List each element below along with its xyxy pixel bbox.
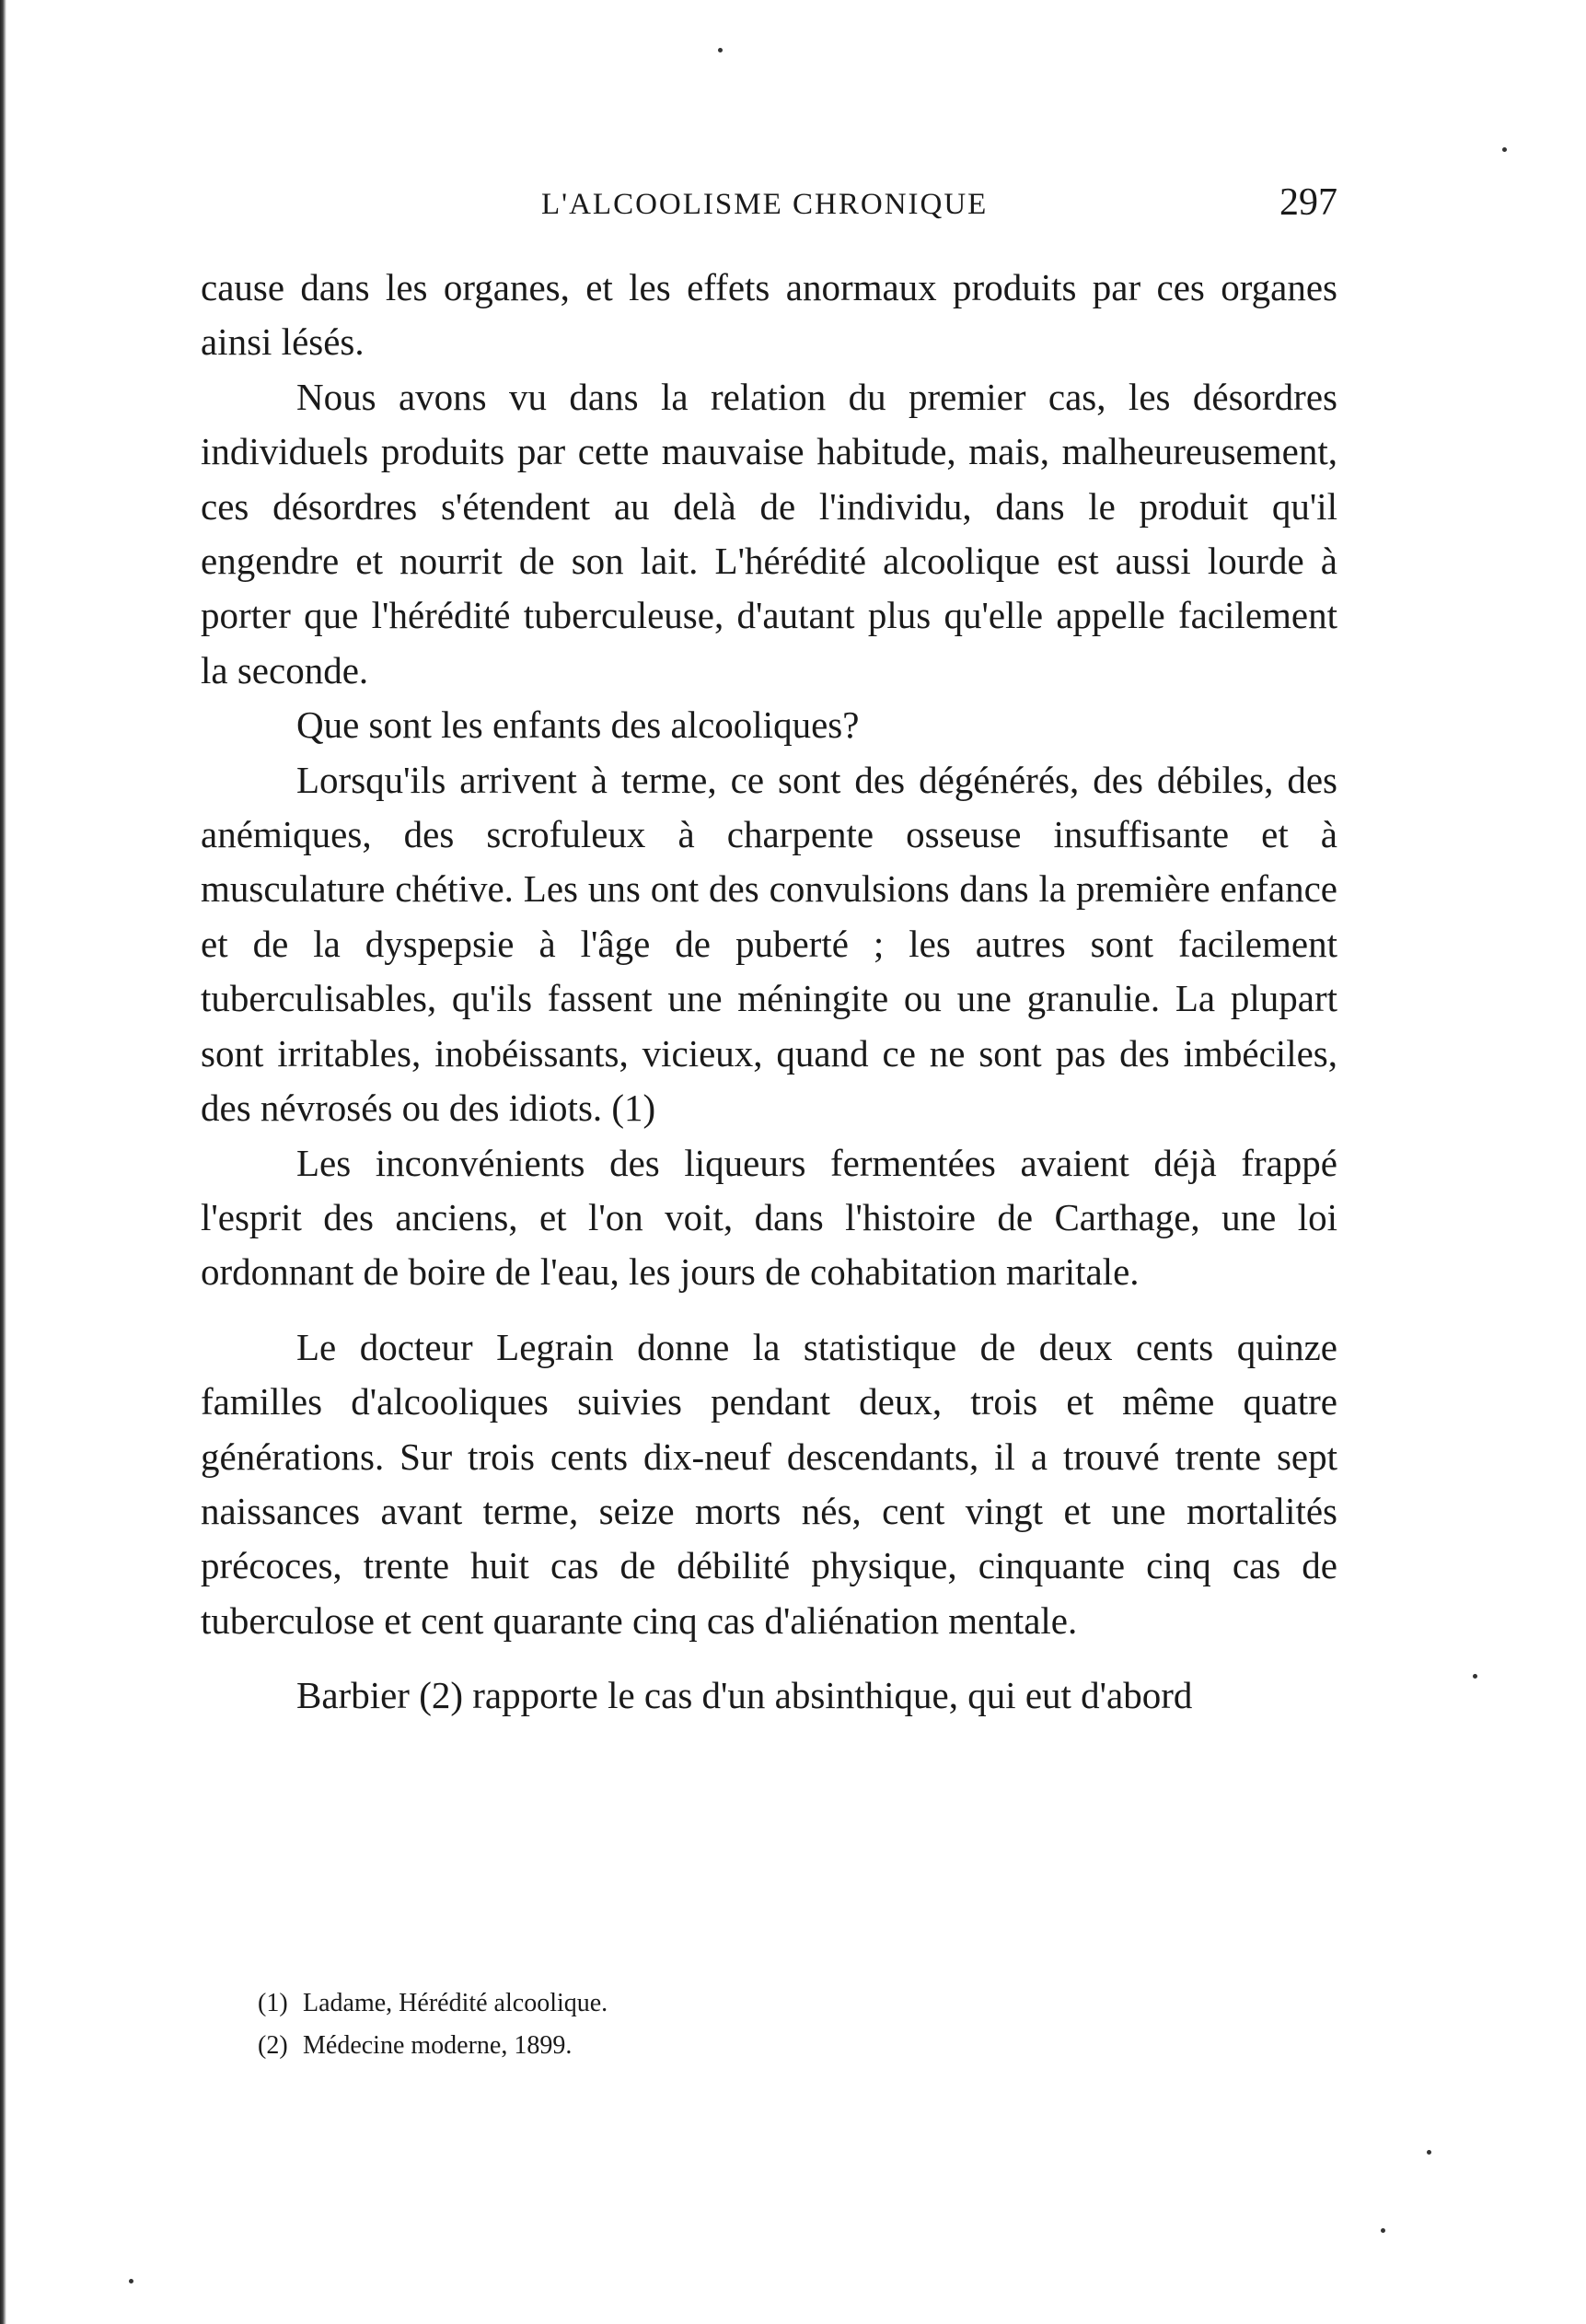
footnote-text: Médecine moderne, 1899. <box>303 2031 573 2060</box>
print-speck <box>1381 2228 1385 2233</box>
running-title: L'ALCOOLISME CHRONIQUE <box>541 188 989 221</box>
page-header <box>201 180 1337 236</box>
footnote-text: Ladame, Hérédité alcoolique. <box>303 1989 608 2017</box>
paragraph: Nous avons vu dans la relation du premier cas, les désordres individuels produits par cette mauvaise habitude, mais, malheureusement, ces désordres s'étendent au delà de l'individu, dans le produit qu'il engendre et nourrit de son lait. L'hérédité alcoolique est aussi lourde à porter que l'hérédité tuberculeuse, d'autant plus qu'elle appelle facilement la seconde. <box>201 375 1337 691</box>
footnote-number: (2) <box>258 2031 288 2060</box>
print-speck <box>718 48 723 52</box>
paragraph: Le docteur Legrain donne la statistique de deux cents quinze familles d'alcooliques suivies pendant deux, trois et même quatre générations. Sur trois cents dix-neuf descendants, il a trouvé trente sept naissances avant terme, seize morts nés, cent vingt et une mortalités précoces, trente huit cas de débilité physique, cinquante cinq cas de tuberculose et cent quarante cinq cas d'aliénation mentale. <box>201 1325 1337 1642</box>
body-text <box>201 261 1337 1724</box>
footnote-number: (1) <box>258 1989 288 2017</box>
paragraph: Barbier (2) rapporte le cas d'un absinthique, qui eut d'abord <box>296 1674 1193 1717</box>
paragraph: Que sont les enfants des alcooliques? <box>296 703 860 747</box>
paragraph: Lorsqu'ils arrivent à terme, ce sont des dégénérés, des débiles, des anémiques, des scrofuleux à charpente osseuse insuffisante et à musculature chétive. Les uns ont des convulsions dans la première enfance et de la dyspepsie à l'âge de puberté ; les autres sont facilement tuberculisables, qu'ils fassent une méningite ou une granulie. La plupart sont irritables, inobéissants, vicieux, quand ce ne sont pas des imbéciles, des névrosés ou des idiots. (1) <box>201 758 1337 1130</box>
page-number: 297 <box>1279 181 1337 224</box>
paragraph: Les inconvénients des liqueurs fermentées avaient déjà frappé l'esprit des anciens, et l'on voit, dans l'histoire de Carthage, une loi ordonnant de boire de l'eau, les jours de cohabitation maritale. <box>201 1141 1337 1294</box>
paragraph: cause dans les organes, et les effets anormaux produits par ces organes ainsi lésés. <box>201 266 1337 364</box>
print-speck <box>1427 2150 1431 2155</box>
binding-edge <box>0 0 6 2324</box>
footnotes <box>258 1982 1270 2067</box>
footnote <box>258 2025 1270 2067</box>
print-speck <box>1502 147 1507 152</box>
print-speck <box>129 2279 133 2283</box>
footnote <box>258 1982 1270 2025</box>
print-speck <box>1473 1674 1477 1679</box>
